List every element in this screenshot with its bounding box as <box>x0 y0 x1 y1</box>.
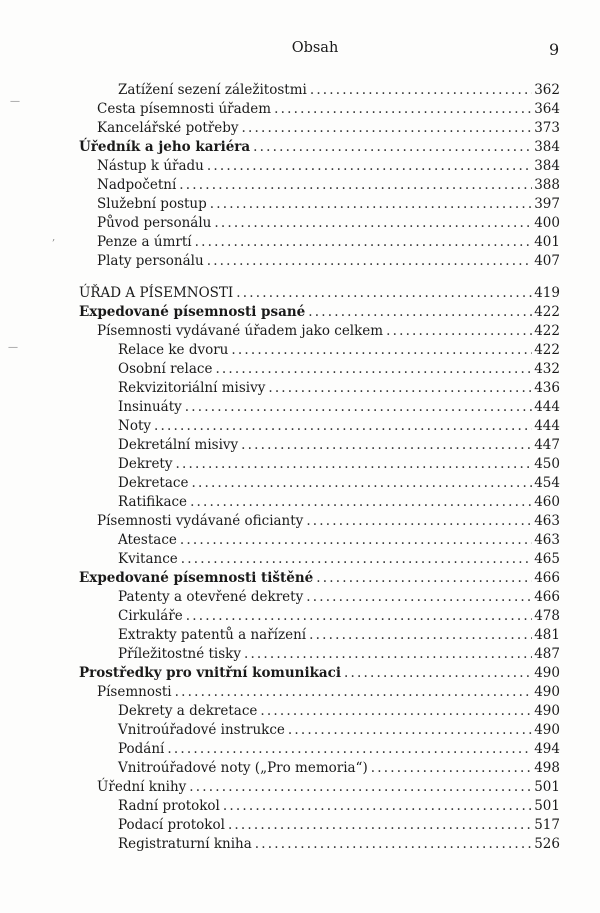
toc-entry-label: Registraturní kniha <box>118 836 252 852</box>
toc-entry-page: 463 <box>534 532 560 548</box>
toc-entry <box>79 302 560 322</box>
toc-entry <box>118 796 560 816</box>
toc-entry <box>118 435 560 455</box>
toc-entry-label: Vnitroúřadové instrukce <box>118 722 285 738</box>
toc-entry <box>118 80 560 100</box>
toc-entry <box>118 815 560 835</box>
dot-leader <box>255 834 532 854</box>
toc-entry-page: 419 <box>534 285 560 301</box>
toc-entry <box>97 321 560 341</box>
toc-entry-label: Noty <box>118 418 151 434</box>
toc-entry-label: Kvitance <box>118 551 178 567</box>
toc-entry-page: 444 <box>534 418 560 434</box>
toc-entry-page: 454 <box>534 475 560 491</box>
toc-entry-label: Původ personálu <box>97 215 212 231</box>
toc-entry-label: Atestace <box>118 532 177 548</box>
toc-entry-label: Expedované písemnosti psané <box>79 304 306 320</box>
toc-entry-page: 422 <box>534 304 560 320</box>
dot-leader <box>167 739 532 759</box>
toc-entry-label: Nástup k úřadu <box>97 158 204 174</box>
toc-entry <box>118 606 560 626</box>
toc-entry-label: Extrakty patentů a nařízení <box>118 627 307 643</box>
toc-entry <box>79 137 560 157</box>
toc-entry-label: Patenty a otevřené dekrety <box>118 589 304 605</box>
toc-entry <box>118 739 560 759</box>
margin-mark: ‚ <box>52 232 56 243</box>
toc-entry <box>118 454 560 474</box>
toc-entry-label: Zatížení sezení záležitostmi <box>118 82 307 98</box>
toc-entry-label: Podací protokol <box>118 817 225 833</box>
toc-entry <box>118 587 560 607</box>
toc-entry <box>97 175 560 195</box>
dot-leader <box>274 99 532 119</box>
dot-leader <box>215 359 532 379</box>
dot-leader <box>242 118 533 138</box>
toc-entry-page: 384 <box>534 139 560 155</box>
toc-entry-label: Penze a úmrtí <box>97 234 192 250</box>
toc-entry-label: Písemnosti <box>97 684 172 700</box>
dot-leader <box>244 644 532 664</box>
dot-leader <box>207 156 532 176</box>
toc-entry-page: 460 <box>534 494 560 510</box>
toc-entry-label: Písemnosti vydávané úřadem jako celkem <box>97 323 384 339</box>
toc-entry <box>97 194 560 214</box>
toc-entry-label: Služební postup <box>97 196 207 212</box>
toc-entry <box>118 378 560 398</box>
toc-entry-label: Dekrety a dekretace <box>118 703 258 719</box>
toc-entry-page: 407 <box>534 253 560 269</box>
dot-leader <box>180 530 532 550</box>
margin-mark: — <box>8 342 18 353</box>
dot-leader <box>185 397 532 417</box>
toc-entry <box>118 359 560 379</box>
toc-entry-page: 388 <box>534 177 560 193</box>
toc-entry-label: Platy personálu <box>97 253 204 269</box>
dot-leader <box>306 587 532 607</box>
toc-entry-page: 463 <box>534 513 560 529</box>
toc-entry-page: 501 <box>534 779 560 795</box>
dot-leader <box>260 701 532 721</box>
toc-entry-page: 465 <box>534 551 560 567</box>
toc-entry-label: Radní protokol <box>118 798 220 814</box>
toc-entry <box>97 232 560 252</box>
dot-leader <box>191 473 532 493</box>
dot-leader <box>236 283 532 303</box>
toc-entry <box>118 549 560 569</box>
toc-entry-page: 401 <box>534 234 560 250</box>
toc-entry-page: 364 <box>534 101 560 117</box>
toc-entry <box>118 834 560 854</box>
toc-entry <box>97 213 560 233</box>
toc-entry <box>118 416 560 436</box>
toc-entry <box>118 340 560 360</box>
toc-entry <box>79 283 560 303</box>
toc-entry-page: 498 <box>534 760 560 776</box>
toc-entry <box>118 644 560 664</box>
toc-entry <box>118 701 560 721</box>
toc-entry-page: 481 <box>534 627 560 643</box>
toc-entry-page: 373 <box>534 120 560 136</box>
toc-entry-label: Cirkuláře <box>118 608 183 624</box>
toc-entry <box>118 758 560 778</box>
dot-leader <box>190 492 532 512</box>
toc-entry <box>118 397 560 417</box>
toc-entry <box>97 99 560 119</box>
toc-entry <box>97 511 560 531</box>
toc-entry-page: 494 <box>534 741 560 757</box>
dot-leader <box>241 435 532 455</box>
toc-entry-page: 526 <box>534 836 560 852</box>
toc-entry <box>79 568 560 588</box>
toc-entry-label: Prostředky pro vnitřní komunikaci <box>79 665 342 681</box>
toc-entry-page: 447 <box>534 437 560 453</box>
toc-entry-label: Kancelářské potřeby <box>97 120 239 136</box>
dot-leader <box>288 720 532 740</box>
toc-entry-label: Dekretace <box>118 475 189 491</box>
dot-leader <box>228 815 532 835</box>
dot-leader <box>179 175 532 195</box>
running-head-title: Obsah <box>291 40 339 56</box>
toc-entry-page: 400 <box>534 215 560 231</box>
toc-entry-page: 466 <box>534 589 560 605</box>
dot-leader <box>176 454 533 474</box>
toc-entry-label: Písemnosti vydávané oficianty <box>97 513 304 529</box>
toc-entry-page: 384 <box>534 158 560 174</box>
toc-entry-label: Úřední knihy <box>97 779 187 795</box>
dot-leader <box>306 511 532 531</box>
toc-entry-label: Vnitroúřadové noty („Pro memoria“) <box>118 760 368 776</box>
toc-entry <box>118 720 560 740</box>
dot-leader <box>207 251 533 271</box>
toc-entry <box>97 156 560 176</box>
toc-entry <box>97 777 560 797</box>
dot-leader <box>195 232 533 252</box>
toc-entry-label: Nadpočetní <box>97 177 177 193</box>
toc-entry-label: Úředník a jeho kariéra <box>79 139 251 155</box>
dot-leader <box>223 796 532 816</box>
toc-entry <box>97 682 560 702</box>
dot-leader <box>175 682 533 702</box>
toc-entry <box>118 625 560 645</box>
dot-leader <box>189 777 532 797</box>
toc-entry-page: 466 <box>534 570 560 586</box>
toc-entry-page: 422 <box>534 342 560 358</box>
toc-entry-label: Ratifikace <box>118 494 188 510</box>
toc-entry-page: 422 <box>534 323 560 339</box>
dot-leader <box>309 625 532 645</box>
dot-leader <box>186 606 532 626</box>
toc-entry <box>118 530 560 550</box>
page-number: 9 <box>549 40 560 59</box>
toc-entry <box>118 473 560 493</box>
toc-entry-page: 501 <box>534 798 560 814</box>
dot-leader <box>308 302 532 322</box>
toc-entry-page: 444 <box>534 399 560 415</box>
dot-leader <box>344 663 532 683</box>
toc-entry-page: 432 <box>534 361 560 377</box>
toc-entry-page: 362 <box>534 82 560 98</box>
toc-entry <box>97 251 560 271</box>
toc-entry <box>118 492 560 512</box>
toc-entry-label: Insinuáty <box>118 399 182 415</box>
dot-leader <box>154 416 532 436</box>
dot-leader <box>268 378 532 398</box>
dot-leader <box>253 137 532 157</box>
toc-entry-label: Rekvizitoriální misivy <box>118 380 266 396</box>
toc-entry-page: 490 <box>534 684 560 700</box>
toc-entry-label: ÚŘAD A PÍSEMNOSTI <box>79 285 234 301</box>
dot-leader <box>231 340 532 360</box>
dot-leader <box>181 549 532 569</box>
dot-leader <box>316 568 532 588</box>
toc-entry-page: 478 <box>534 608 560 624</box>
toc-entry-page: 450 <box>534 456 560 472</box>
toc-entry-page: 517 <box>534 817 560 833</box>
toc-entry-page: 490 <box>534 703 560 719</box>
toc-entry-label: Osobní relace <box>118 361 213 377</box>
toc-entry-page: 487 <box>534 646 560 662</box>
margin-mark: — <box>10 96 20 107</box>
dot-leader <box>210 194 532 214</box>
toc-entry-page: 436 <box>534 380 560 396</box>
dot-leader <box>371 758 532 778</box>
toc-entry <box>79 663 560 683</box>
toc-entry-page: 397 <box>534 196 560 212</box>
dot-leader <box>386 321 532 341</box>
toc-entry <box>97 118 560 138</box>
toc-entry-page: 490 <box>534 665 560 681</box>
dot-leader <box>310 80 532 100</box>
toc-entry-label: Podání <box>118 741 165 757</box>
toc-entry-label: Dekrety <box>118 456 173 472</box>
toc-entry-label: Relace ke dvoru <box>118 342 229 358</box>
toc-entry-label: Dekretální misivy <box>118 437 239 453</box>
dot-leader <box>214 213 532 233</box>
toc-entry-label: Cesta písemnosti úřadem <box>97 101 272 117</box>
toc-entry-page: 490 <box>534 722 560 738</box>
toc-entry-label: Příležitostné tisky <box>118 646 241 662</box>
toc-entry-label: Expedované písemnosti tištěné <box>79 570 314 586</box>
